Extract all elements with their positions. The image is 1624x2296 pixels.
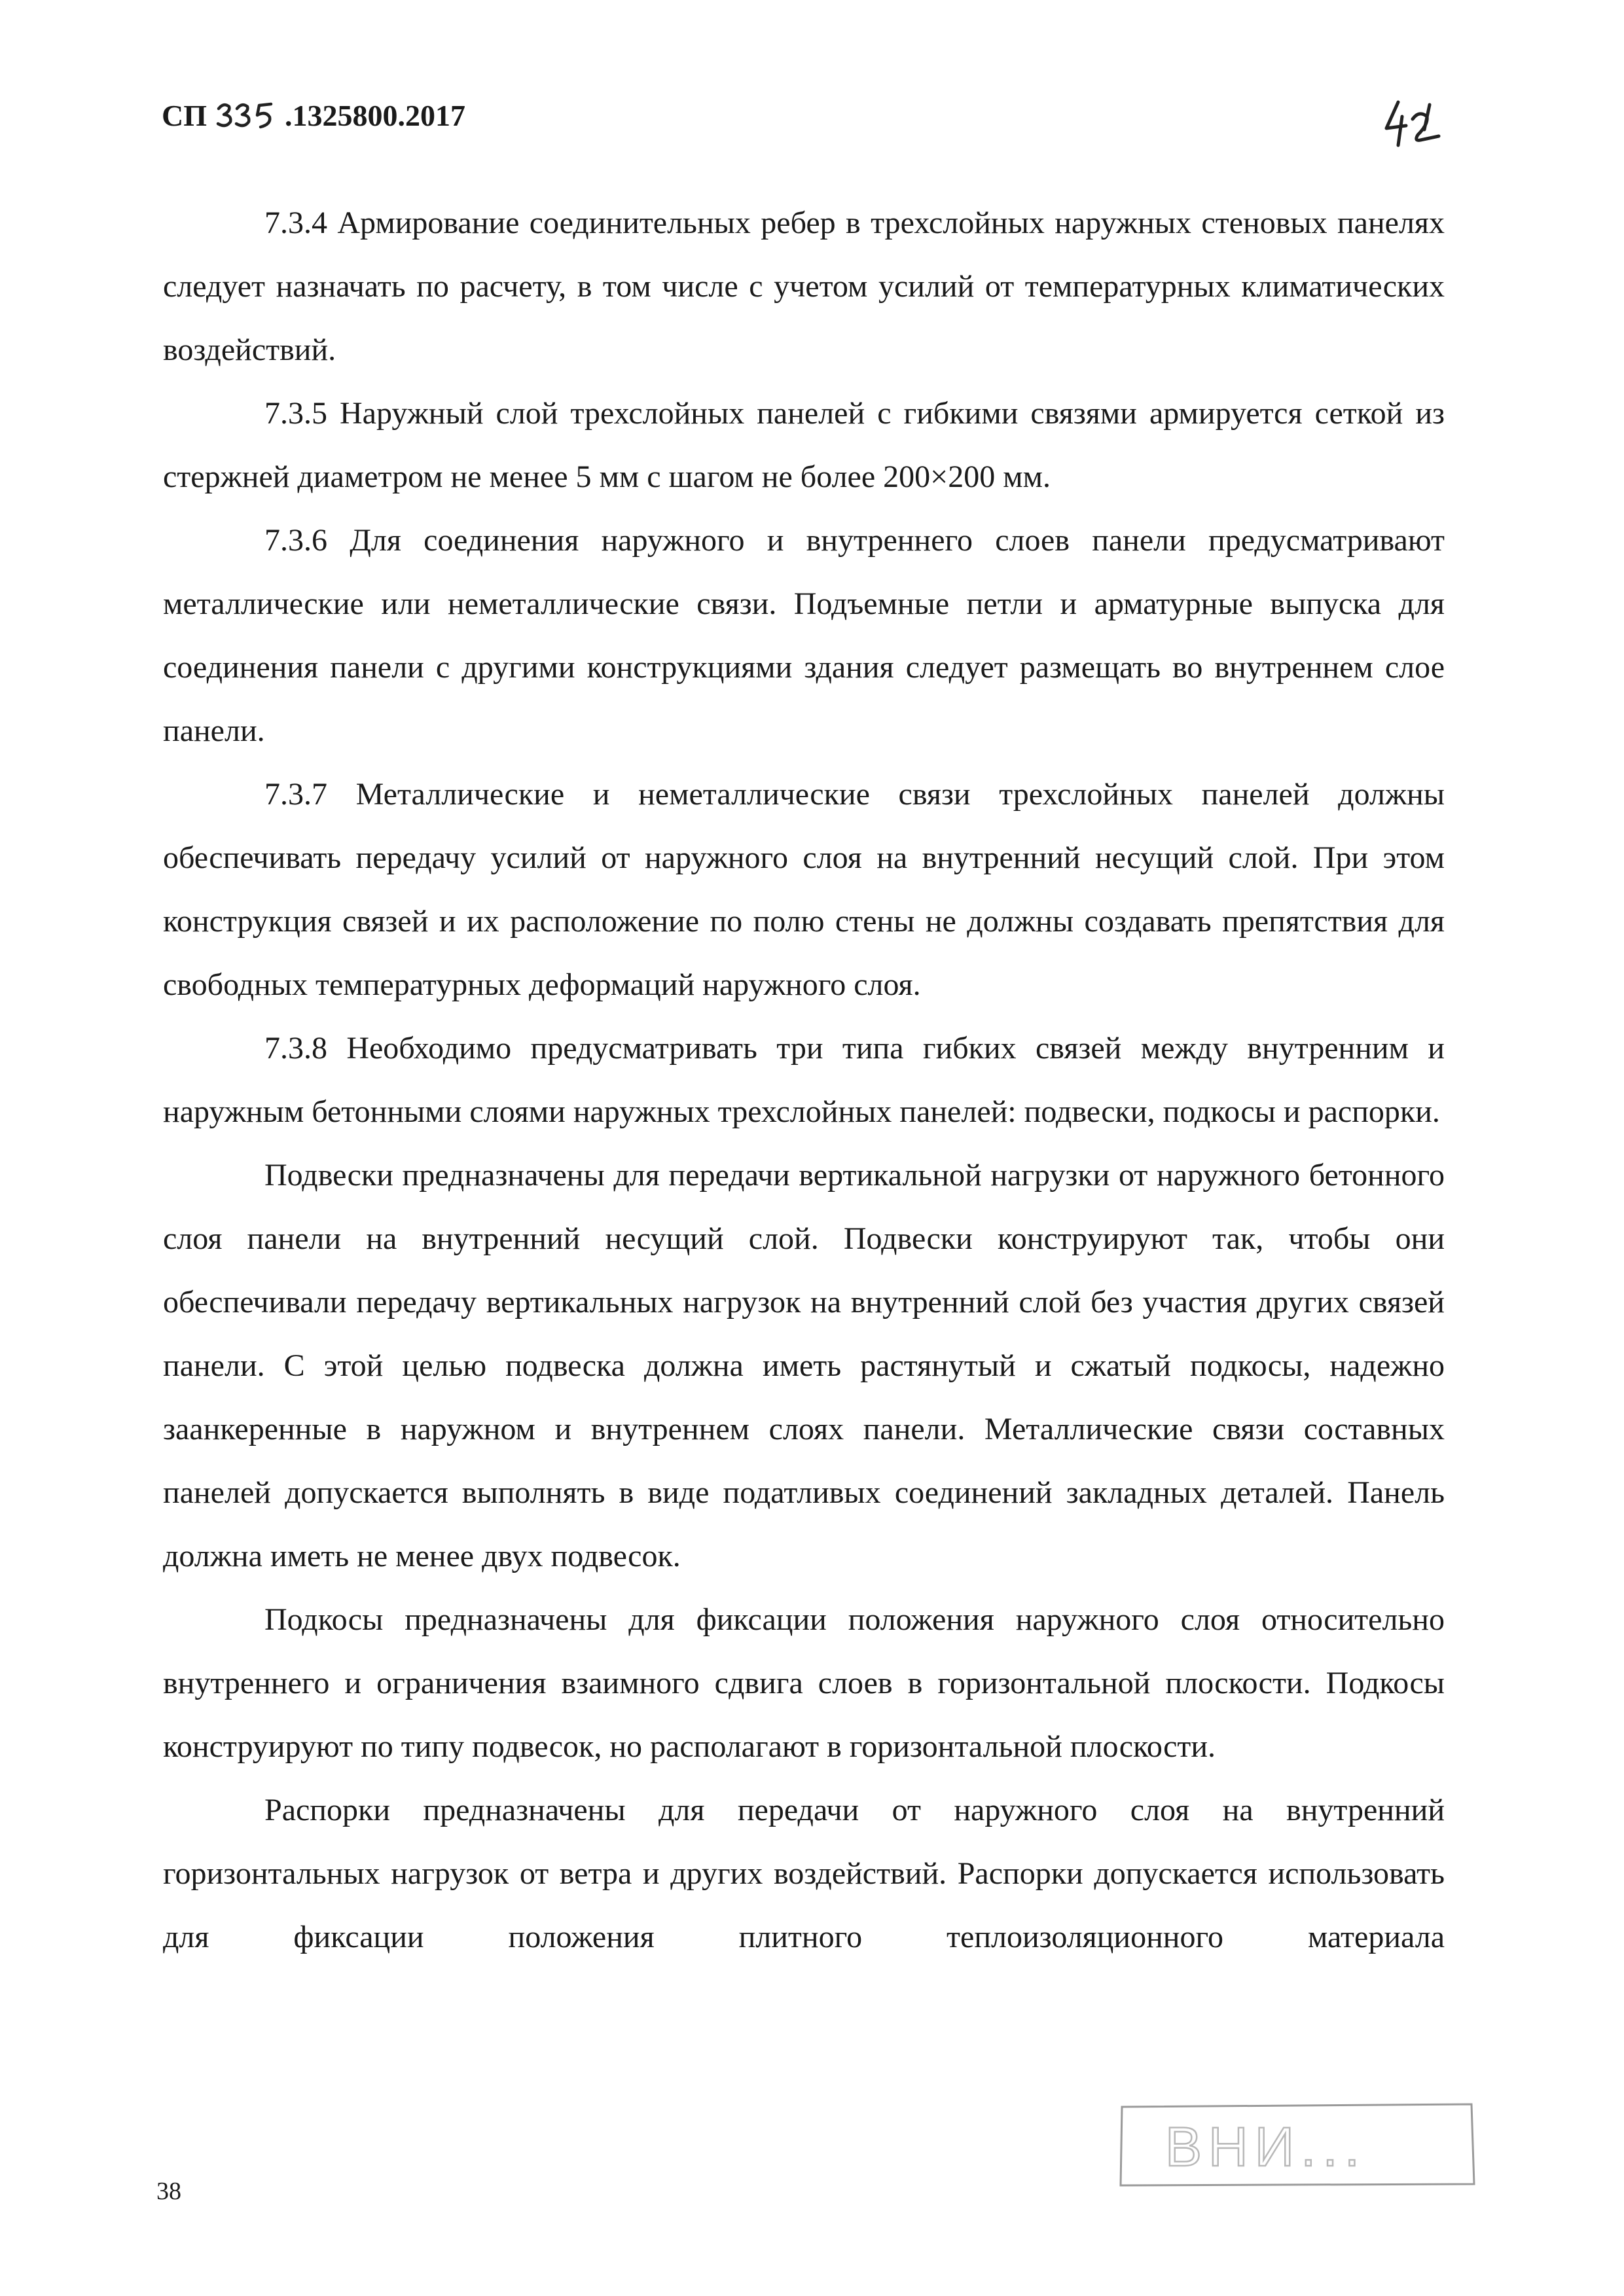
main-text (163, 191, 1445, 1969)
paragraph-7-3-5: 7.3.5 Наружный слой трехслойных панелей с гибкими связями армируется сеткой из стержней диаметром не менее 5 мм с шагом не более 200×200 мм. (163, 396, 1445, 494)
stamp-text: ВНИ... (1165, 2116, 1367, 2178)
page-number: 38 (156, 2178, 181, 2205)
handwritten-number-335 (216, 101, 276, 131)
paragraph-7-3-7: 7.3.7 Металлические и неметаллические связи трехслойных панелей должны обеспечивать передачу усилий от наружного слоя на внутренний несущий слой. При этом конструкция связей и их расположение по полю стены не должны создавать препятствия для свободных температурных деформаций наружного слоя. (163, 777, 1445, 1002)
paragraph-7-3-6: 7.3.6 Для соединения наружного и внутреннего слоев панели предусматривают металлические или неметаллические связи. Подъемные петли и арматурные выпуска для соединения панели с другими конструкциями здания следует размещать во внутреннем слое панели. (163, 523, 1445, 748)
handwritten-sheet-number (1381, 98, 1447, 151)
document-code-header (162, 98, 465, 133)
header-suffix: .1325800.2017 (285, 99, 465, 132)
paragraph-7-3-4: 7.3.4 Армирование соединительных ребер в трехслойных наружных стеновых панелях следует назначать по расчету, в том числе с учетом усилий от температурных климатических воздействий. (163, 206, 1445, 367)
paragraph-7-3-8: 7.3.8 Необходимо предусматривать три типа гибких связей между внутренним и наружным бетонными слоями наружных трехслойных панелей: подвески, подкосы и распорки. (163, 1031, 1445, 1129)
stamp-mark (1113, 2098, 1479, 2196)
header-prefix: СП (162, 99, 207, 132)
paragraph-braces: Подкосы предназначены для фиксации положения наружного слоя относительно внутреннего и ограничения взаимного сдвига слоев в горизонтальной плоскости. Подкосы конструируют по типу подвесок, но располагают в горизонтальной плоскости. (163, 1602, 1445, 1764)
paragraph-suspensions: Подвески предназначены для передачи вертикальной нагрузки от наружного бетонного слоя панели на внутренний несущий слой. Подвески конструируют так, чтобы они обеспечивали передачу вертикальных нагрузок на внутренний слой без участия других связей панели. С этой целью подвеска должна иметь растянутый и сжатый подкосы, надежно заанкеренные в наружном и внутреннем слоях панели. Металлические связи составных панелей допускается выполнять в виде податливых соединений закладных деталей. Панель должна иметь не менее двух подвесок. (163, 1158, 1445, 1573)
paragraph-spacers: Распорки предназначены для передачи от наружного слоя на внутренний горизонтальных нагрузок от ветра и других воздействий. Распорки допускается использовать для фиксации положения плитного теплоизоляционного материала (163, 1793, 1445, 1954)
